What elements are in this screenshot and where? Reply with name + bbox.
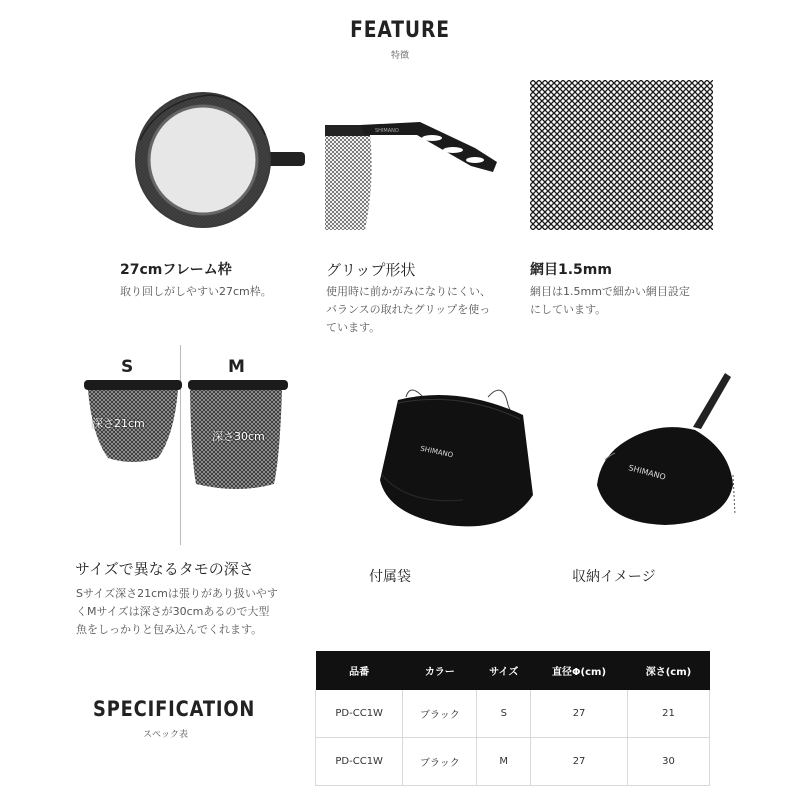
spec-header-row (316, 651, 710, 690)
size-m-label: M (228, 357, 245, 377)
spec-cell: ブラック (403, 690, 477, 738)
frame-image (120, 80, 310, 240)
table-row (316, 690, 710, 738)
size-s-label: S (121, 357, 134, 377)
storage-image (585, 365, 745, 535)
storage-caption: 収納イメージ (572, 569, 656, 585)
item-title: 網目1.5mm (530, 262, 612, 278)
spec-cell: 30 (627, 738, 709, 786)
size-s-depth: 深さ21cm (92, 417, 145, 430)
bag-caption: 付属袋 (369, 569, 411, 585)
spec-header-cell: 品番 (316, 651, 403, 690)
spec-cell: PD-CC1W (316, 690, 403, 738)
item-title: グリップ形状 (326, 261, 416, 279)
spec-cell: ブラック (403, 738, 477, 786)
spec-subheading: スペック表 (143, 730, 189, 740)
spec-cell: 21 (627, 690, 709, 738)
mesh-image (530, 80, 713, 230)
spec-heading: SPECIFICATION (93, 697, 256, 721)
spec-cell: M (477, 738, 531, 786)
sizes-text: Sサイズ深さ21cmは張りがあり扱いやす くMサイズは深さが30cmあるので大型 魚をしっかりと包み込んでくれます。 (76, 587, 278, 636)
svg-text:SHIMANO: SHIMANO (375, 128, 399, 134)
bag-logo: SHIMANO (419, 444, 454, 460)
spec-header-cell: 深さ(cm) (627, 651, 709, 690)
grip-image (325, 80, 500, 240)
spec-cell: 27 (531, 738, 628, 786)
sizes-title: サイズで異なるタモの深さ (75, 560, 254, 578)
bag-image (368, 375, 543, 535)
size-m-depth: 深さ30cm (212, 430, 265, 443)
table-row (316, 738, 710, 786)
spec-header-cell: カラー (403, 651, 477, 690)
feature-subheading: 特徴 (390, 51, 409, 61)
spec-cell: PD-CC1W (316, 738, 403, 786)
storage-logo: SHIMANO (627, 463, 667, 482)
item-text: 使用時に前かがみになりにくい、 バランスの取れたグリップを使っ ています。 (326, 285, 491, 334)
spec-cell: 27 (531, 690, 628, 738)
item-text: 取り回しがしやすい27cm枠。 (120, 285, 272, 298)
item-text: 網目は1.5mmで細かい網目設定 にしています。 (530, 285, 690, 316)
spec-header-cell: サイズ (477, 651, 531, 690)
spec-cell: S (477, 690, 531, 738)
feature-heading: FEATURE (350, 18, 450, 43)
item-title: 27cmフレーム枠 (120, 262, 232, 278)
spec-table (315, 651, 710, 786)
spec-header-cell: 直径Φ(cm) (531, 651, 628, 690)
